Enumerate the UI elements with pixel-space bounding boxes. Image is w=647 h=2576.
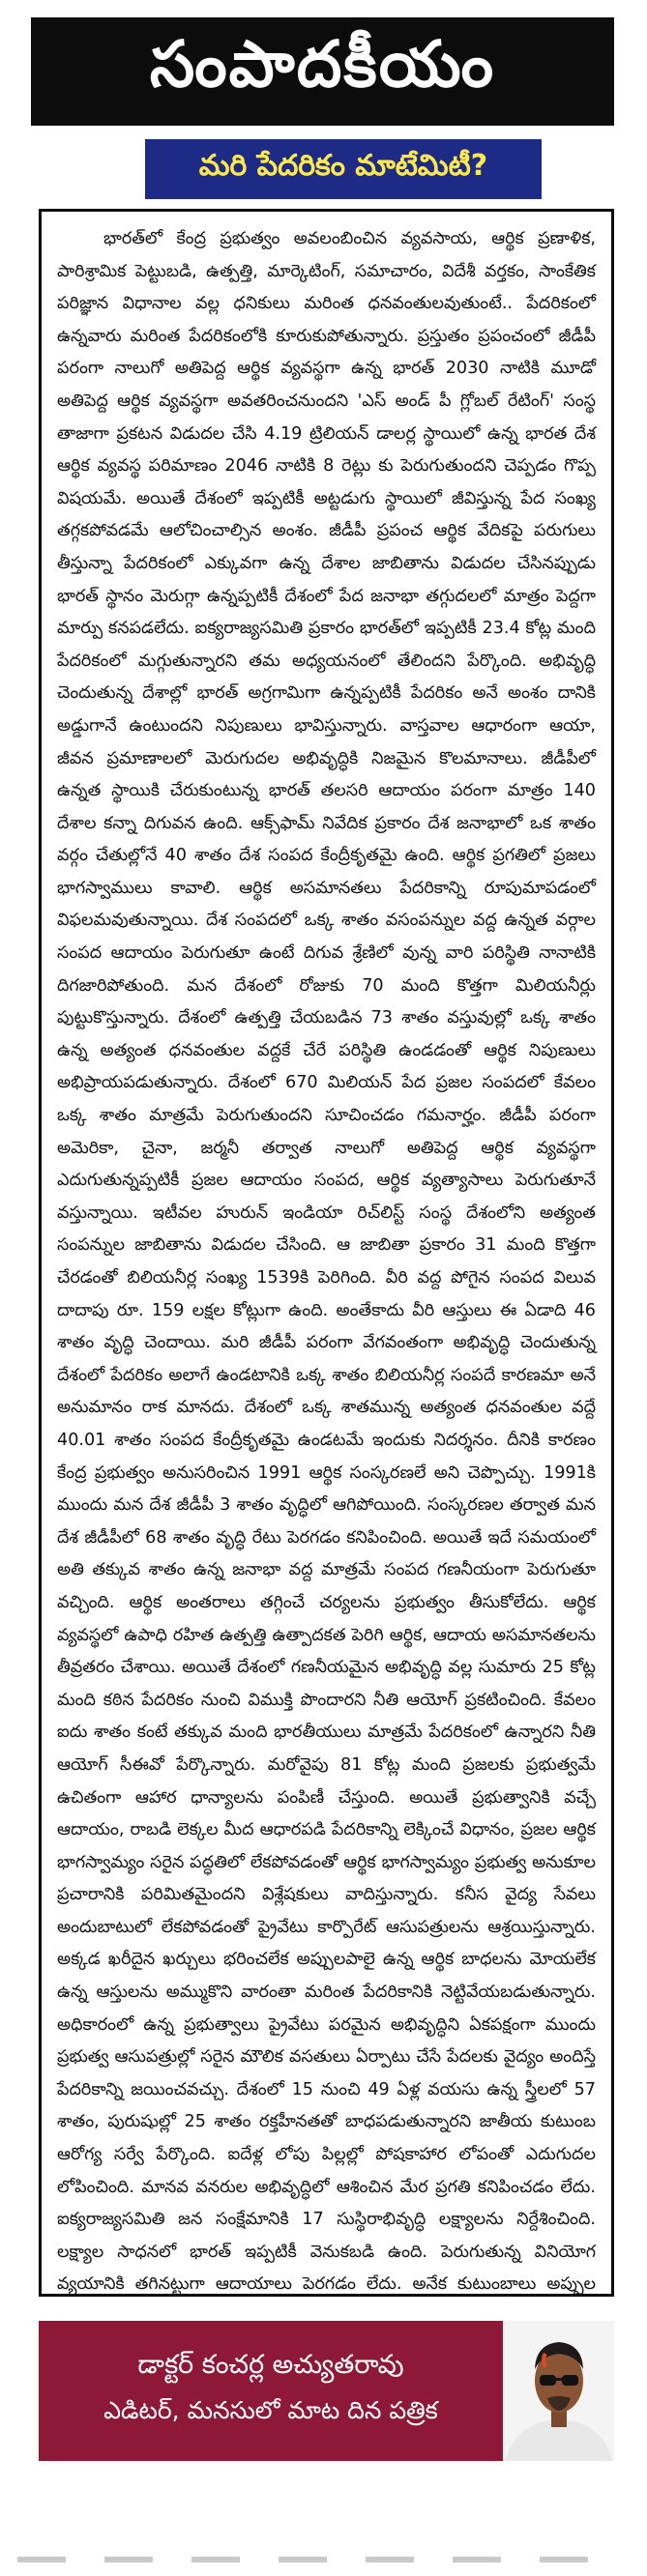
article-paragraph: భారత్‌లో కేంద్ర ప్రభుత్వం అవలంబించిన వ్యవసాయ, ఆర్థిక ప్రణాళిక, పారిశ్రామిక పెట్టుబడి, ఉత్పత్తి, మార్కెటింగ్, సమాచారం, విదేశీ వర్తకం, సాంకేతిక పరిజ్ఞాన విధానాల వల్ల ధనికులు మరింత ధనవంతులవుతుంటే.. పేదరికంలో ఉన్నవారు మరింత పేదరికంలోకి కూరుకుపోతున్నారు. ప్రస్తుతం ప్రపంచంలో జీడీపీ పరంగా నాలుగో అతిపెద్ద ఆర్థిక వ్యవస్థగా ఉన్న భారత్ 2030 నాటికి మూడో అతిపెద్ద ఆర్థిక వ్యవస్థగా అవతరించనుందని 'ఎస్ అండ్ పీ గ్లోబల్ రేటింగ్' సంస్థ తాజాగా ప్రకటన విడుదల చేసి 4.19 ట్రిలియన్ డాలర్ల స్థాయిలో ఉన్న భారత దేశ ఆర్థిక వ్యవస్థ పరిమాణం 2046 నాటికి 8 రెట్లు కు పెరుగుతుందని చెప్పడం గొప్ప విషయమే. అయితే దేశంలో ఇప్పటికీ అట్టడుగు స్థాయిలో జీవిస్తున్న పేద సంఖ్య తగ్గకపోవడమే ఆలోచించాల్సిన అంశం. జీడీపీ ప్రపంచ ఆర్థిక వేదికపై పరుగులు తీస్తున్నా పేదరికంలో ఎక్కువగా ఉన్న దేశాల జాబితాను విడుదల చేసినప్పుడు భారత్ స్థానం మెరుగ్గా ఉన్నప్పటికీ దేశంలో పేద జనాభా తగ్గుదలలో మాత్రం పెద్దగా మార్పు కనపడలేదు. ఐక్యరాజ్యసమితి ప్రకారం భారత్‌లో ఇప్పటికీ 23.4 కోట్ల మంది పేదరికంలో మగ్గుతున్నారని తమ అధ్యయనంలో తేలిందని పేర్కొంది. అభివృద్ధి చెందుతున్న దేశాల్లో భారత్ అగ్రగామిగా ఉన్నప్పటికీ పేదరికం అనే అంశం దానికి అడ్డుగానే ఉంటుందని నిపుణులు భావిస్తున్నారు. వాస్తవాల ఆధారంగా ఆయా, జీవన ప్రమాణాలలో మెరుగుదల అభివృద్ధికి నిజమైన కొలమానాలు. జీడీపీలో ఉన్నత స్థాయికి చేరుకుంటున్న భారత్ తలసరి ఆదాయం పరంగా మాత్రం 140 దేశాల కన్నా దిగువన ఉంది. ఆక్స్‌ఫామ్ నివేదిక ప్రకారం దేశ జనాభాలో ఒక శాతం వర్గం చేతుల్లోనే 40 శాతం దేశ సంపద కేంద్రీకృతమై ఉంది. ఆర్థిక ప్రగతిలో ప్రజలు భాగస్వాములు కావాలి. ఆర్థిక అసమానతలు పేదరికాన్ని రూపుమాపడంలో విఫలమవుతున్నాయి. దేశ సంపదలో ఒక్క శాతం వసంపన్నుల వద్ద ఉన్నత వర్గాల సంపద ఆదాయం పెరుగుతూ ఉంటే దిగువ శ్రేణిలో వున్న వారి పరిస్థితి నానాటికి దిగజారిపోతుంది. మన దేశంలో రోజుకు 70 మంది కొత్తగా మిలియనీర్లు పుట్టుకొస్తున్నారు. దేశంలో ఉత్పత్తి చేయబడిన 73 శాతం వస్తువుల్లో ఒక్క శాతం ఉన్న అత్యంత ధనవంతుల వద్దకే చేరే పరిస్థితి ఉండడంతో ఆర్థిక నిపుణులు అభిప్రాయపడుతున్నారు. దేశంలో 670 మిలియన్ పేద ప్రజల సంపదలో కేవలం ఒక్క శాతం మాత్రమే పెరుగుతుందని సూచించడం గమనార్హం. జీడీపీ పరంగా అమెరికా, చైనా, జర్మనీ తర్వాత నాలుగో అతిపెద్ద ఆర్థిక వ్యవస్థగా ఎదుగుతున్నప్పటికీ ప్రజల ఆదాయం సంపద, ఆర్థిక వ్యత్యాసాలు పెరుగుతూనే వస్తున్నాయి. ఇటీవల హురున్ ఇండియా రిచ్‌లిస్ట్ సంస్థ దేశంలోని అత్యంత సంపన్నుల జాబితాను విడుదల చేసింది. ఆ జాబితా ప్రకారం 31 మంది కొత్తగా చేరడంతో బిలియనీర్ల సంఖ్య 1539కి పెరిగింది. వీరి వద్ద పోగైన సంపద విలువ దాదాపు రూ. 159 లక్షల కోట్లుగా ఉంది. అంతేకాదు వీరి ఆస్తులు ఈ ఏడాది 46 శాతం వృద్ధి చెందాయి. మరి జీడీపీ పరంగా వేగవంతంగా అభివృద్ధి చెందుతున్న దేశంలో పేదరికం అలాగే ఉండటానికి ఒక్క శాతం బిలియనీర్ల సంపదే కారణమా అనే అనుమానం రాక మానదు. దేశంలో ఒక్క శాతమున్న అత్యంత ధనవంతుల వద్దే 40.01 శాతం సంపద కేంద్రీకృతమై ఉండటమే ఇందుకు నిదర్శనం. దీనికి కారణం కేంద్ర ప్రభుత్వం అనుసరించిన 1991 ఆర్థిక సంస్కరణలే అని చెప్పొచ్చు. 1991కి ముందు మన దేశ జీడీపీ 3 శాతం వృద్ధిలో ఆగిపోయింది. సంస్కరణల తర్వాత మన దేశ జీడీపీలో 68 శాతం వృద్ధి రేటు పెరగడం కనిపించింది. అయితే ఇదే సమయంలో అతి తక్కువ శాతం ఉన్న జనాభా వద్ద మాత్రమే సంపద గణనీయంగా పెరుగుతూ వచ్చింది. ఆర్థిక అంతరాలు తగ్గించే చర్యలను ప్రభుత్వం తీసుకోలేదు. ఆర్థిక వ్యవస్థలో ఉపాధి రహిత ఉత్పత్తి ఉత్పాదకత పెరిగి ఆర్థిక, ఆదాయ అసమానతలను తీవ్రతరం చేశాయి. అయితే దేశంలో గణనీయమైన అభివృద్ధి వల్ల సుమారు 25 కోట్ల మంది కఠిన పేదరికం నుంచి విముక్తి పొందారని నీతి ఆయోగ్ ప్రకటించింది. కేవలం ఐదు శాతం కంటే తక్కువ మంది భారతీయులు మాత్రమే పేదరికంలో ఉన్నారని నీతి ఆయోగ్ సీఈవో పేర్కొన్నారు. మరోవైపు 81 కోట్ల మంది ప్రజలకు ప్రభుత్వమే ఉచితంగా ఆహార ధాన్యాలను పంపిణీ చేస్తుంది. అయితే ప్రభుత్వానికి వచ్చే ఆదాయం, రాబడి లెక్కల మీద ఆధారపడి పేదరికాన్ని లెక్కించే విధానం, ప్రజల ఆర్థిక భాగస్వామ్యం సరైన పద్ధతిలో లేకపోవడంతో ఆర్థిక భాగస్వామ్యం ప్రభుత్వ అనుకూల ప్రచారానికి పరిమితమైందని విశ్లేషకులు వాదిస్తున్నారు. కనీస వైద్య సేవలు అందుబాటులో లేకపోవడంతో ప్రైవేటు కార్పొరేట్ ఆసుపత్రులను ఆశ్రయిస్తున్నారు. అక్కడ ఖరీదైన ఖర్చులు భరించలేక అప్పులపాలై ఉన్న ఆర్థిక బాధలను మోయలేక ఉన్న ఆస్తులను అమ్ముకొని వారంతా మరింత పేదరికానికి నెట్టివేయబడుతున్నారు. అధికారంలో ఉన్న ప్రభుత్వాలు ప్రైవేటు పరమైన అభివృద్ధిని ఏకపక్షంగా ముందు ప్రభుత్వ ఆసుపత్రుల్లో సరైన మౌలిక వసతులు ఏర్పాటు చేసే పేదలకు వైద్యం అందిస్తే పేదరికాన్ని జయించవచ్చు. దేశంలో 15 నుంచి 49 ఏళ్ల వయసు ఉన్న స్త్రీలలో 57 శాతం, పురుషుల్లో 25 శాతం రక్తహీనతతో బాధపడుతున్నారని జాతీయ కుటుంబ ఆరోగ్య సర్వే పేర్కొంది. ఐదేళ్ల లోపు పిల్లల్లో పోషకాహార లోపంతో ఎదుగుదల లోపించింది. మానవ వనరుల అభివృద్ధిలో ఆశించిన మేర ప్రగతి కనిపించడం లేదు. ఐక్యరాజ్యసమితి జన సంక్షేమానికి 17 సుస్థిరాభివృద్ధి లక్ష్యాలను నిర్దేశించింది. లక్ష్యాల సాధనలో భారత్ ఇప్పటికీ వెనుకబడి ఉంది. పెరుగుతున్న వినియోగ వ్యయానికి తగినట్టుగా ఆదాయాలు పెరగడం లేదు. అనేక కుటుంబాలు అప్పుల: [57, 229, 596, 2295]
author-portrait-illustration: [503, 2321, 614, 2461]
article-body: [39, 209, 614, 2297]
editorial-page: [19, 17, 614, 2555]
headline-bar: [145, 139, 542, 199]
author-role: ఎడిటర్, మనసులో మాట దిన పత్రిక: [103, 2396, 438, 2424]
author-photo: [503, 2321, 614, 2461]
article-headline: మరి పేదరికం మాటేమిటీ?: [198, 149, 488, 183]
masthead-title: సంపాదకీయం: [149, 26, 496, 101]
author-name: డాక్టర్ కంచర్ల అచ్యుతరావు: [137, 2350, 404, 2380]
byline-band: [39, 2321, 503, 2461]
masthead: [31, 17, 614, 126]
print-registration-strip: [17, 2557, 598, 2562]
